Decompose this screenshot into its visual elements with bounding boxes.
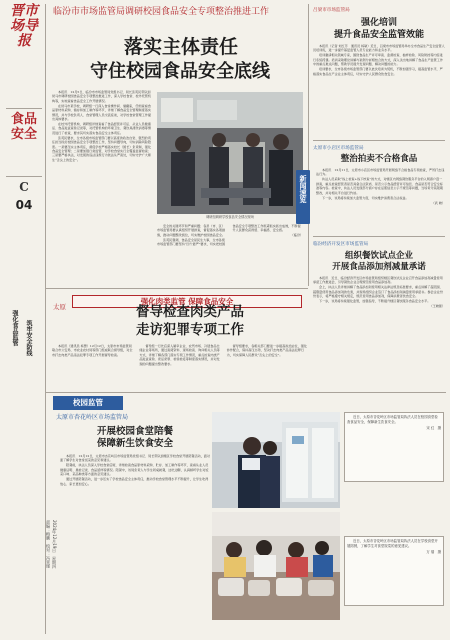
middle-dateline: 太原 — [53, 303, 66, 311]
right-paragraph: 下一步，该局将持续加大监管力度，切实维护消费者合法权益。 — [322, 195, 409, 200]
bottom-paragraph: 本报讯 12月12日，太原市杏花岭区市场监管局党组书记、局长带队到辖区学校食堂开展陪餐活动，面对面了解学生对食堂饭菜的意见和建议。 — [60, 454, 210, 463]
footer-editor: 责编：梅鹏 校对：冯晋瑾 — [46, 520, 51, 568]
middle-side-label-2: 筑牢安全防线 — [25, 320, 32, 356]
right-body-1 — [313, 44, 445, 136]
middle-headline-1: 督导检查肉类产品 — [136, 304, 244, 320]
right-signature: （王晓蕾） — [429, 304, 445, 309]
right-headline-2: 整治拍卖不合格食品 — [340, 154, 418, 164]
middle-paragraph: 督导组一行先后深入屠宰企业、农贸市场、冷链食品仓储企业等场所，通过查阅资料、现场检查、询问相关人员等方式，详细了解各部门落实专项工作情况，重点检查肉类产品进货查验、索证索票、检验检疫等制度落实情况，并对发现的问题提出整改要求。 — [139, 344, 220, 366]
right-paragraph: 会上，执法人员详细讲解了食品添加剂使用相关法律法规及标准要求，重点讲解了超范围、超限量使用食品添加剂的危害，并现场组织企业签订了食品添加剂减量使用承诺书。参会企业纷纷表示，将严格遵守相关规定，规范使用食品添加剂，保障消费者饮食安全。 — [313, 285, 443, 299]
right-body-2 — [316, 168, 445, 230]
right-paragraph: 下一步，该局将持续强化监管，加强指导，不断提升辖区餐饮服务食品安全水平。 — [319, 299, 431, 304]
middle-paragraph: 本报讯（通讯员 杨慧）12月12日，太原市市场监管局联合市公安局、市农业农村局等部门组成联合督导组，对全市打击肉类产品违法犯罪专项工作开展督导检查。 — [52, 344, 133, 357]
right-kicker-1: 吕梁市市场监管局 — [313, 8, 350, 13]
bottom-side-note-1-text: 近日，太原市杏花岭区市场监管局执法人员在校园食堂检查食品安全，保障新生饮食安全。 — [347, 415, 438, 424]
right-paragraph: 本报讯 12月11日，太原市小店区市场监管局开展网络不合格食品专项检查，严厉打击违法行为。 — [316, 168, 445, 177]
news-brief-ribbon-label: 新闻速览 — [299, 175, 307, 203]
lead-body-after — [157, 224, 303, 280]
lead-paragraph: 在校外托管机构，调研组详细查看了食品经营许可证、从业人员健康证、食品进货查验记录等，对托管机构的环境卫生、餐饮具清洗消毒等情况进行了检查，要求其切实落实食品安全主体责任。 — [52, 122, 151, 135]
lead-kicker: 临汾市市场监管局调研校园食品安全专项整治推进工作 — [53, 7, 270, 17]
right-headline-1b: 提升食品安全监管效能 — [333, 30, 424, 40]
right-paragraph: 执法人员采取“线上检查+线下核查”的方式，对辖区内网络餐饮服务平台的入网商户逐一排查，重点检查经营者是否具备合法资质、是否公示食品经营许可信息、食品是否符合安全标准等内容。检查中，执法人员发现部分商户存在证照信息公示不规范等问题，当场责令其限期整改，并对相关平台进行约谈。 — [316, 177, 443, 195]
lead-headline-2: 守住校园食品安全底线 — [90, 61, 270, 82]
lead-paragraph: 本报讯 12月5日，临汾市市场监管局党组书记、局长张英民带队到侯马市调研校园食品安全专项整治推进工作，深入学校食堂、校外托管机构等，实地查看食品安全工作开展情况。 — [52, 90, 151, 103]
bottom-banner — [53, 396, 123, 410]
lead-paragraph: 安全的关键环节和严重问题；各县（市、区）市场监管局要认真组织开展排查，督促落实各项措施，推动问题整改到位，切实维护校园食品安全。 — [157, 224, 226, 237]
section-name: 食品安全 — [10, 112, 37, 142]
masthead — [6, 4, 46, 234]
bottom-headline-1: 开展校园食堂陪餐 — [96, 426, 173, 437]
footer-info — [46, 520, 58, 634]
right-headline-3b: 开展食品添加剂减量承诺 — [332, 262, 426, 272]
right-headline-3a: 组织餐饮试点企业 — [344, 251, 413, 261]
bottom-body — [60, 454, 210, 626]
news-brief-ribbon — [296, 170, 310, 224]
middle-paragraph: 督导组要求，各相关部门要进一步提高政治站位，强化协作配合，保持高压态势，坚决打击肉类产品违法犯罪行为，切实保障人民群众“舌尖上的安全”。 — [226, 344, 307, 357]
right-kicker-2: 太原市小店区市场监管局 — [313, 146, 364, 151]
bottom-side-note-2-text: 近日，太原市杏花岭区市场监管局执法人员在学校食堂开展陪餐，了解学生对食堂饭菜的意见建议。 — [347, 539, 438, 548]
middle-side-label — [8, 310, 44, 390]
bottom-headline-2: 保障新生饮食安全 — [96, 438, 173, 449]
middle-side-label-1: 强化食品监管 — [11, 310, 18, 346]
bottom-side-sig-2: 万 瑞 摄 — [426, 549, 441, 554]
lead-paragraph: 在侯马市某学校，调研组一行深入食堂操作间、储藏室，仔细查看食品原材料采购、储存和加工制作等环节，详细了解食品安全管理制度落实情况，并与学校负责人、食堂管理人员交流座谈，对学校食堂管理工作提出具体要求。 — [52, 103, 151, 122]
bottom-kicker: 太原市杏花岭区市场监管局 — [56, 414, 129, 421]
right-signature: （武 晓） — [431, 200, 445, 205]
bottom-photo-1 — [212, 412, 340, 508]
right-paragraph: 本报讯（记者 刘红芳 通讯员 杨敏）近日，吕梁市市场监管局举办全市食品生产安全监管人员培训班，进一步提升基层监管人员专业能力和业务水平。 — [313, 44, 445, 53]
lead-paragraph: 张英民强调，食品安全是民生大事，全市各级市场监管部门要坚持“四个最严”要求，切实把校园食品安全专项整治工作抓紧抓实抓出成效，不断提升人民群众获得感、幸福感、安全感。 — [157, 224, 301, 247]
lead-photo-caption: 调研组调研学校食品安全情况现场 — [206, 215, 258, 219]
page-number: 04 — [15, 198, 33, 212]
middle-body — [52, 344, 308, 392]
right-body-3 — [313, 276, 445, 384]
section-letter: C — [19, 180, 29, 194]
right-paragraph: 培训要求，全市各级市场监管部门要以此次培训为契机，不断加强学习，提高监管水平，严格落实食品生产企业主体责任，切实守护人民群众饮食安全。 — [313, 67, 443, 76]
right-paragraph: 本报讯 近日，临汾经济开发区市场监管局组织辖区餐饮试点企业召开食品添加剂减量使用承诺工作推进会，引导餐饮企业合理规范使用食品添加剂。 — [313, 276, 443, 285]
paper-name-logo: 晋市场导报 — [10, 3, 38, 49]
bottom-paragraph: 通过开展陪餐活动，进一步压实了学校食品安全主体责任，推动学校食堂管理水平不断提升，让学生吃得放心、家长更加安心。 — [60, 477, 209, 486]
right-headline-1a: 强化培训 — [360, 18, 397, 28]
lead-photo — [157, 92, 303, 214]
bottom-side-sig-1: 宋 红 摄 — [426, 425, 441, 430]
lead-paragraph: 张英民要求，全市各级市场监管部门要以高度的政治自觉、强烈的责任担当抓好校园食品安全专项整治工作，坚持问题导向，切实消除风险隐患。一是要压实主体责任，督促学校严格落实校长（园长）负责制，强化食品安全管理；二是要加强日常监管，对学校食堂实行全覆盖监督检查；三是要严格执法，对发现的违法违规行为依法从严查处，切实守护广大师生“舌尖上的安全”。 — [52, 135, 151, 162]
bottom-paragraph: 陪餐前，执法人员深入学校食堂后厨，详细检查食品原材料采购、贮存、加工制作等环节，查看从业人员健康证明、晨检记录、食品留样等情况。陪餐中，该局负责人与学生同桌就餐，边吃边聊，认真倾听学生对饭菜口味、菜品种类等方面的意见建议。 — [60, 463, 209, 477]
bottom-side-note-2 — [344, 536, 444, 606]
middle-headline-2: 走访犯罪专项工作 — [136, 322, 244, 338]
lead-body — [52, 90, 152, 286]
bottom-side-note-1 — [344, 412, 444, 482]
right-kicker-3: 临汾经济开发区市场监管局 — [313, 242, 369, 247]
bottom-photo-2 — [212, 512, 340, 620]
bottom-banner-label: 校园监管 — [73, 398, 103, 407]
lead-signature: （临汾） — [290, 233, 303, 238]
lead-headline-1: 落实主体责任 — [123, 36, 238, 58]
footer-date: 2024年12月19日 星期四 — [52, 520, 57, 569]
middle-banner-label: 强化肉类监管 保障食品安全 — [140, 297, 234, 306]
right-paragraph: 培训邀请相关领域专家，围绕食品生产许可审查、监督检查、抽样检验、风险防控等内容进行系统授课。培训采取理论讲解与案例分析相结合的方式，深入浅出地讲解了食品生产监管工作中的重点难点问题，帮助学员提升发现问题、解决问题的能力。 — [313, 53, 443, 67]
